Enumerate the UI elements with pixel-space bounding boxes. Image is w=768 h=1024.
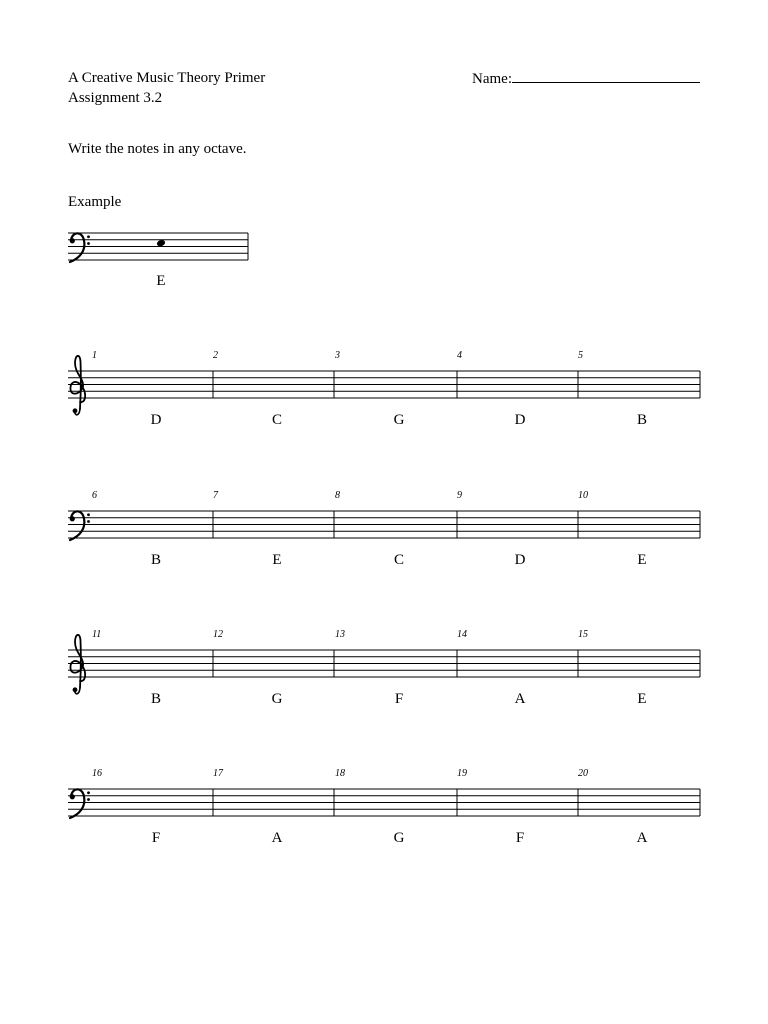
measure-number: 5 (578, 350, 583, 361)
bass-clef-head (70, 516, 75, 521)
treble-clef-dot (73, 408, 78, 413)
measure-number: 14 (457, 629, 467, 640)
example-answer-label: E (156, 273, 166, 289)
answer-measure-area[interactable] (98, 642, 211, 685)
bass-clef-dot-upper (87, 513, 90, 516)
bass-clef-head (70, 238, 75, 243)
worksheet-title: A Creative Music Theory Primer (68, 70, 266, 86)
measure-number: 9 (457, 490, 462, 501)
treble-clef-curve (70, 635, 85, 688)
measure-number: 2 (213, 350, 218, 361)
instructions: Write the notes in any octave. (68, 141, 247, 157)
example-staff (68, 233, 248, 262)
note-name-label: D (514, 412, 526, 428)
note-name-label: E (637, 552, 647, 568)
note-name-label: E (637, 691, 647, 707)
bass-clef-icon (70, 511, 90, 540)
answer-measure-area[interactable] (215, 363, 332, 406)
example-label: Example (68, 194, 122, 210)
answer-measure-area[interactable] (336, 781, 455, 824)
bass-clef-icon (70, 789, 90, 818)
answer-measure-area[interactable] (459, 503, 576, 546)
note-name-label: C (271, 412, 282, 428)
note-name-label: G (271, 691, 283, 707)
bass-clef-curve (70, 233, 84, 262)
answer-measure-area[interactable] (580, 503, 698, 546)
measure-number: 4 (457, 350, 462, 361)
staff-row (68, 781, 700, 824)
bass-clef-head (70, 794, 75, 799)
treble-clef-icon (70, 356, 85, 415)
note-name-label: C (393, 552, 404, 568)
note-name-label: D (514, 552, 526, 568)
treble-clef-curve (70, 356, 85, 409)
measure-number: 12 (213, 629, 223, 640)
measure-number: 1 (92, 350, 97, 361)
answer-measure-area[interactable] (215, 781, 332, 824)
answer-measure-area[interactable] (336, 642, 455, 685)
answer-measure-area[interactable] (580, 363, 698, 406)
note-name-label: F (394, 691, 404, 707)
measure-number: 15 (578, 629, 588, 640)
treble-clef-dot (73, 687, 78, 692)
bass-clef-dot-lower (87, 242, 90, 245)
note-name-label: A (636, 830, 648, 846)
answer-measure-area[interactable] (459, 363, 576, 406)
measure-number: 3 (335, 350, 340, 361)
answer-measure-area[interactable] (336, 503, 455, 546)
measure-number: 17 (213, 768, 223, 779)
bass-clef-curve (70, 511, 84, 540)
note-name-label: D (150, 412, 162, 428)
answer-measure-area[interactable] (98, 503, 211, 546)
note-name-label: B (150, 691, 161, 707)
note-name-label: G (393, 412, 405, 428)
staff-row (68, 635, 700, 694)
measure-number: 18 (335, 768, 345, 779)
bass-clef-curve (70, 789, 84, 818)
note-name-label: E (272, 552, 282, 568)
bass-clef-dot-upper (87, 235, 90, 238)
note-name-label: F (515, 830, 525, 846)
assignment-number: Assignment 3.2 (68, 90, 163, 106)
treble-clef-icon (70, 635, 85, 694)
answer-measure-area[interactable] (459, 642, 576, 685)
answer-measure-area[interactable] (215, 642, 332, 685)
note-name-label: B (150, 552, 161, 568)
answer-measure-area[interactable] (580, 781, 698, 824)
measure-number: 20 (578, 768, 588, 779)
bass-clef-icon (70, 233, 90, 262)
bass-clef-dot-upper (87, 791, 90, 794)
answer-measure-area[interactable] (459, 781, 576, 824)
measure-number: 8 (335, 490, 340, 501)
answer-measure-area[interactable] (98, 781, 211, 824)
answer-measure-area[interactable] (215, 503, 332, 546)
measure-number: 6 (92, 490, 97, 501)
answer-measure-area[interactable] (580, 642, 698, 685)
measure-number: 13 (335, 629, 345, 640)
measure-number: 7 (213, 490, 218, 501)
staff-row (68, 503, 700, 546)
note-name-label: B (636, 412, 647, 428)
measure-number: 19 (457, 768, 467, 779)
note-name-label: G (393, 830, 405, 846)
note-name-label: A (271, 830, 283, 846)
note-name-label: F (151, 830, 161, 846)
note-name-label: A (514, 691, 526, 707)
measure-number: 11 (92, 629, 102, 640)
bass-clef-dot-lower (87, 798, 90, 801)
bass-clef-dot-lower (87, 520, 90, 523)
measure-number: 10 (578, 490, 588, 501)
name-label: Name: (472, 71, 512, 87)
measure-number: 16 (92, 768, 102, 779)
answer-measure-area[interactable] (98, 363, 211, 406)
staff-row (68, 356, 700, 415)
answer-measure-area[interactable] (336, 363, 455, 406)
